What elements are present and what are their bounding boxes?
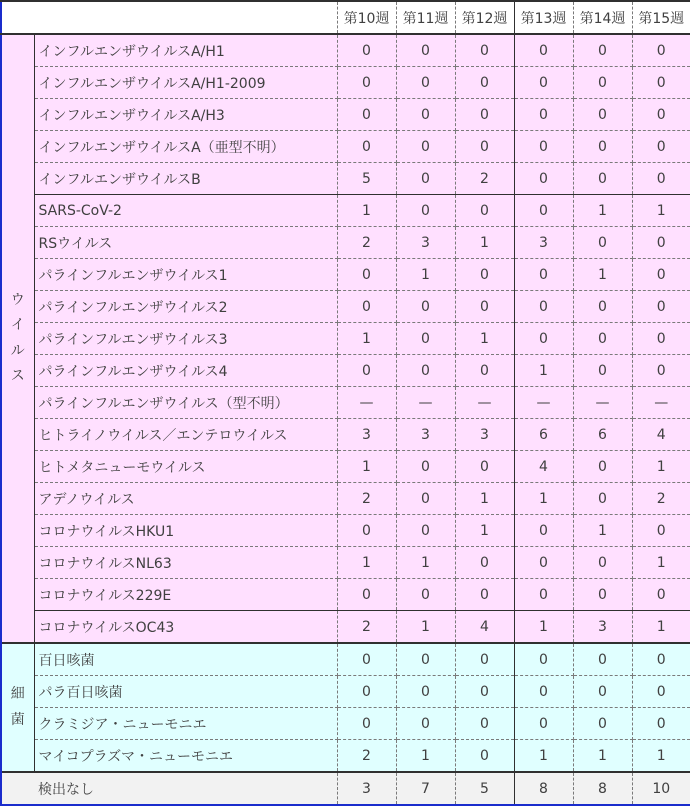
count-cell: 0 — [514, 291, 573, 323]
count-cell: 1 — [455, 515, 514, 547]
table-row — [1, 611, 690, 644]
table-row — [1, 515, 690, 547]
count-cell: 0 — [632, 643, 690, 676]
count-cell: 0 — [337, 708, 396, 740]
pathogen-name: アデノウイルス — [34, 483, 337, 515]
header-row — [1, 1, 690, 34]
count-cell: 0 — [514, 34, 573, 67]
table-row — [1, 483, 690, 515]
count-cell: 1 — [514, 483, 573, 515]
pathogen-name: RSウイルス — [34, 227, 337, 259]
group-label-char: ウ — [10, 292, 25, 309]
count-cell: 2 — [337, 611, 396, 644]
count-cell: 0 — [337, 515, 396, 547]
count-cell: 0 — [632, 323, 690, 355]
count-cell: 0 — [396, 131, 455, 163]
count-cell: — — [455, 387, 514, 419]
count-cell: 0 — [632, 579, 690, 611]
count-cell: 0 — [337, 643, 396, 676]
pathogen-name: パラインフルエンザウイルス4 — [34, 355, 337, 387]
count-cell: 0 — [573, 708, 632, 740]
pathogen-name: パラインフルエンザウイルス3 — [34, 323, 337, 355]
count-cell: 0 — [455, 547, 514, 579]
table-row — [1, 227, 690, 259]
count-cell: 0 — [396, 451, 455, 483]
table-row — [1, 67, 690, 99]
count-cell: 0 — [514, 643, 573, 676]
group-label-char: イ — [10, 317, 25, 334]
count-cell: — — [396, 387, 455, 419]
table-row — [1, 291, 690, 323]
count-cell: 1 — [573, 195, 632, 227]
table-row — [1, 323, 690, 355]
table-row — [1, 708, 690, 740]
pathogen-name: コロナウイルスHKU1 — [34, 515, 337, 547]
count-cell: 0 — [455, 579, 514, 611]
table-row — [1, 579, 690, 611]
footer-row — [1, 772, 690, 805]
count-cell: 3 — [396, 419, 455, 451]
count-cell: 0 — [573, 643, 632, 676]
pathogen-name: パラインフルエンザウイルス1 — [34, 259, 337, 291]
count-cell: 0 — [337, 259, 396, 291]
count-cell: 0 — [396, 355, 455, 387]
count-cell: 0 — [455, 740, 514, 773]
table-row — [1, 547, 690, 579]
count-cell: 0 — [396, 515, 455, 547]
pathogen-name: ヒトライノウイルス／エンテロウイルス — [34, 419, 337, 451]
pathogen-name: クラミジア・ニューモニエ — [34, 708, 337, 740]
count-cell: 6 — [573, 419, 632, 451]
table-row — [1, 259, 690, 291]
pathogen-name: インフルエンザウイルスA/H1-2009 — [34, 67, 337, 99]
count-cell: 1 — [632, 740, 690, 773]
count-cell: 0 — [396, 579, 455, 611]
count-cell: 1 — [396, 740, 455, 773]
count-cell: 1 — [632, 195, 690, 227]
count-cell: 0 — [573, 99, 632, 131]
count-cell: 1 — [396, 611, 455, 644]
count-cell: 1 — [632, 611, 690, 644]
count-cell: 0 — [573, 676, 632, 708]
count-cell: 3 — [514, 227, 573, 259]
count-cell: 0 — [573, 291, 632, 323]
count-cell: 0 — [573, 547, 632, 579]
count-cell: — — [573, 387, 632, 419]
table-row — [1, 419, 690, 451]
count-cell: 1 — [337, 323, 396, 355]
count-cell: 0 — [514, 323, 573, 355]
table-row — [1, 195, 690, 227]
no-detection-count: 7 — [396, 772, 455, 805]
count-cell: 0 — [455, 259, 514, 291]
week-header: 第11週 — [396, 1, 455, 34]
table-row — [1, 643, 690, 676]
pathogen-name: インフルエンザウイルスA/H3 — [34, 99, 337, 131]
no-detection-count: 5 — [455, 772, 514, 805]
count-cell: 0 — [632, 163, 690, 195]
week-header: 第13週 — [514, 1, 573, 34]
count-cell: 3 — [337, 419, 396, 451]
table-body — [1, 34, 690, 805]
count-cell: 0 — [514, 708, 573, 740]
count-cell: 0 — [632, 259, 690, 291]
count-cell: 0 — [573, 131, 632, 163]
count-cell: 1 — [573, 740, 632, 773]
count-cell: 0 — [337, 355, 396, 387]
count-cell: 0 — [514, 99, 573, 131]
count-cell: 0 — [514, 163, 573, 195]
count-cell: 1 — [455, 227, 514, 259]
count-cell: 0 — [514, 676, 573, 708]
pathogen-name: コロナウイルスOC43 — [34, 611, 337, 644]
count-cell: 0 — [632, 131, 690, 163]
count-cell: 3 — [573, 611, 632, 644]
count-cell: 0 — [337, 676, 396, 708]
count-cell: 0 — [632, 227, 690, 259]
no-detection-count: 3 — [337, 772, 396, 805]
table-row — [1, 163, 690, 195]
count-cell: 0 — [396, 163, 455, 195]
count-cell: 0 — [337, 99, 396, 131]
count-cell: 0 — [514, 259, 573, 291]
count-cell: 0 — [396, 67, 455, 99]
table-row — [1, 676, 690, 708]
count-cell: 1 — [514, 611, 573, 644]
count-cell: 1 — [573, 515, 632, 547]
count-cell: 2 — [455, 163, 514, 195]
count-cell: 0 — [514, 195, 573, 227]
count-cell: 0 — [396, 483, 455, 515]
count-cell: 1 — [455, 483, 514, 515]
count-cell: 0 — [573, 67, 632, 99]
week-header: 第10週 — [337, 1, 396, 34]
count-cell: 0 — [573, 163, 632, 195]
table-row — [1, 99, 690, 131]
pathogen-name: インフルエンザウイルスB — [34, 163, 337, 195]
count-cell: 1 — [337, 195, 396, 227]
pathogen-name: インフルエンザウイルスA/H1 — [34, 34, 337, 67]
count-cell: 0 — [455, 643, 514, 676]
count-cell: 0 — [632, 708, 690, 740]
group-label-virus — [1, 34, 34, 643]
count-cell: 5 — [337, 163, 396, 195]
count-cell: 4 — [632, 419, 690, 451]
count-cell: 0 — [455, 355, 514, 387]
table-row — [1, 131, 690, 163]
count-cell: 2 — [337, 483, 396, 515]
no-detection-label: 検出なし — [1, 772, 337, 805]
pathogen-name: ヒトメタニューモウイルス — [34, 451, 337, 483]
count-cell: 0 — [396, 643, 455, 676]
count-cell: 0 — [455, 291, 514, 323]
group-label-char: ス — [10, 367, 25, 384]
count-cell: 2 — [337, 740, 396, 773]
count-cell: 0 — [396, 291, 455, 323]
count-cell: — — [337, 387, 396, 419]
count-cell: 6 — [514, 419, 573, 451]
count-cell: 1 — [632, 547, 690, 579]
count-cell: 0 — [337, 131, 396, 163]
count-cell: 1 — [514, 355, 573, 387]
group-label-char: 細 — [10, 686, 25, 703]
table-row — [1, 387, 690, 419]
count-cell: 0 — [514, 547, 573, 579]
count-cell: 1 — [337, 547, 396, 579]
count-cell: 0 — [573, 451, 632, 483]
pathogen-name: インフルエンザウイルスA（亜型不明） — [34, 131, 337, 163]
count-cell: 0 — [396, 323, 455, 355]
count-cell: 0 — [632, 34, 690, 67]
table-row — [1, 34, 690, 67]
count-cell: 1 — [396, 547, 455, 579]
count-cell: 0 — [396, 708, 455, 740]
pathogen-name: コロナウイルス229E — [34, 579, 337, 611]
count-cell: 0 — [337, 67, 396, 99]
count-cell: 1 — [337, 451, 396, 483]
count-cell: 0 — [396, 676, 455, 708]
count-cell: 0 — [514, 67, 573, 99]
pathogen-name: パラ百日咳菌 — [34, 676, 337, 708]
no-detection-count: 10 — [632, 772, 690, 805]
count-cell: 0 — [514, 515, 573, 547]
table-row — [1, 740, 690, 773]
count-cell: 4 — [455, 611, 514, 644]
count-cell: 0 — [455, 708, 514, 740]
count-cell: 0 — [455, 99, 514, 131]
count-cell: 0 — [573, 579, 632, 611]
count-cell: 0 — [337, 34, 396, 67]
count-cell: 0 — [455, 195, 514, 227]
count-cell: 0 — [573, 227, 632, 259]
pathogen-name: SARS-CoV-2 — [34, 195, 337, 227]
no-detection-count: 8 — [514, 772, 573, 805]
count-cell: 0 — [455, 67, 514, 99]
count-cell: 0 — [396, 195, 455, 227]
week-header: 第12週 — [455, 1, 514, 34]
count-cell: — — [632, 387, 690, 419]
pathogen-name: 百日咳菌 — [34, 643, 337, 676]
count-cell: 1 — [455, 323, 514, 355]
count-cell: 2 — [337, 227, 396, 259]
count-cell: 0 — [455, 34, 514, 67]
count-cell: 0 — [337, 579, 396, 611]
count-cell: 0 — [455, 451, 514, 483]
group-label-char: 菌 — [10, 711, 25, 728]
week-header: 第14週 — [573, 1, 632, 34]
count-cell: 3 — [455, 419, 514, 451]
count-cell: 0 — [455, 676, 514, 708]
pathogen-name: コロナウイルスNL63 — [34, 547, 337, 579]
count-cell: 3 — [396, 227, 455, 259]
count-cell: 0 — [396, 99, 455, 131]
count-cell: 1 — [514, 740, 573, 773]
count-cell: 4 — [514, 451, 573, 483]
count-cell: 0 — [632, 355, 690, 387]
corner-cell — [1, 1, 337, 34]
count-cell: 0 — [573, 323, 632, 355]
table-row — [1, 451, 690, 483]
no-detection-count: 8 — [573, 772, 632, 805]
count-cell: 0 — [632, 99, 690, 131]
count-cell: 0 — [396, 34, 455, 67]
count-cell: 2 — [632, 483, 690, 515]
group-label-bacteria — [1, 643, 34, 772]
count-cell: 0 — [632, 676, 690, 708]
count-cell: 0 — [573, 355, 632, 387]
count-cell: 0 — [514, 579, 573, 611]
pathogen-name: パラインフルエンザウイルス2 — [34, 291, 337, 323]
table-row — [1, 355, 690, 387]
count-cell: 0 — [632, 67, 690, 99]
count-cell: 0 — [455, 131, 514, 163]
count-cell: 0 — [337, 291, 396, 323]
count-cell: — — [514, 387, 573, 419]
count-cell: 0 — [573, 34, 632, 67]
count-cell: 0 — [573, 483, 632, 515]
count-cell: 0 — [632, 515, 690, 547]
count-cell: 0 — [514, 131, 573, 163]
count-cell: 0 — [632, 291, 690, 323]
group-label-char: ル — [10, 342, 25, 359]
count-cell: 1 — [396, 259, 455, 291]
week-header: 第15週 — [632, 1, 690, 34]
count-cell: 1 — [632, 451, 690, 483]
pathogen-name: パラインフルエンザウイルス（型不明） — [34, 387, 337, 419]
count-cell: 1 — [573, 259, 632, 291]
pathogen-name: マイコプラズマ・ニューモニエ — [34, 740, 337, 773]
